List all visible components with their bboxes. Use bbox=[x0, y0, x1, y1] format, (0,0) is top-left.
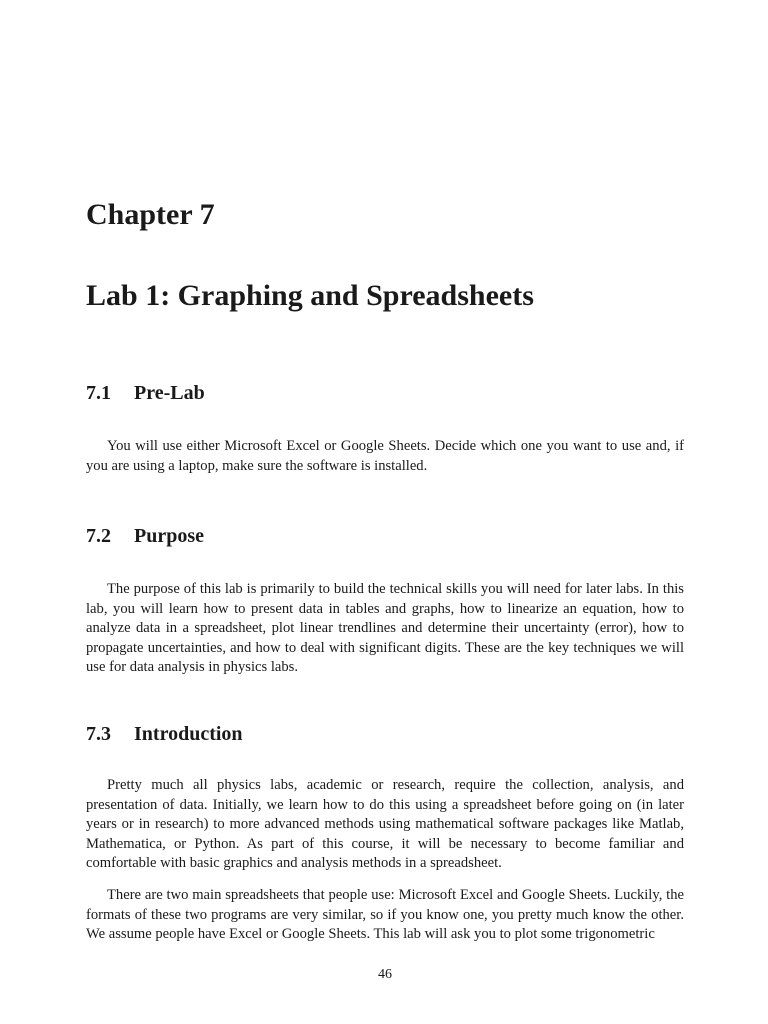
section-title: Purpose bbox=[134, 525, 204, 547]
section-heading-purpose bbox=[86, 523, 204, 549]
section-number: 7.1 bbox=[86, 382, 111, 404]
chapter-label: Chapter 7 bbox=[86, 198, 215, 231]
section-heading-pre-lab bbox=[86, 380, 205, 406]
chapter-title: Lab 1: Graphing and Spreadsheets bbox=[86, 279, 534, 312]
paragraph-introduction-1: Pretty much all physics labs, academic or research, require the collection, analysis, and presentation of data. Initially, we learn how to do this using a spreadsheet before going on (in later years or in research) to more advanced methods using mathematical software packages like Matlab, Mathematica, or Python. As part of this course, it will be necessary to become familiar and comfortable with basic graphics and analysis methods in a spreadsheet. bbox=[86, 777, 684, 872]
section-heading-introduction bbox=[86, 721, 243, 747]
paragraph-introduction-2: There are two main spreadsheets that people use: Microsoft Excel and Google Sheets. Luckily, the formats of these two programs are very similar, so if you know one, you pretty much know the other. We assume people have Excel or Google Sheets. This lab will ask you to plot some trigonometric bbox=[86, 887, 684, 943]
section-number: 7.3 bbox=[86, 723, 111, 745]
section-title: Introduction bbox=[134, 723, 243, 745]
paragraph-purpose: The purpose of this lab is primarily to build the technical skills you will need for later labs. In this lab, you will learn how to present data in tables and graphs, how to linearize an equation, how to analyze data in a spreadsheet, plot linear trendlines and determine their uncertainty (error), how to propagate uncertainties, and how to deal with significant digits. These are the key techniques we will use for data analysis in physics labs. bbox=[86, 581, 684, 676]
section-title: Pre-Lab bbox=[134, 382, 205, 404]
section-number: 7.2 bbox=[86, 525, 111, 547]
document-page bbox=[86, 0, 684, 1024]
page-number: 46 bbox=[378, 967, 392, 982]
paragraph-pre-lab: You will use either Microsoft Excel or Google Sheets. Decide which one you want to use and, if you are using a laptop, make sure the software is installed. bbox=[86, 438, 684, 474]
